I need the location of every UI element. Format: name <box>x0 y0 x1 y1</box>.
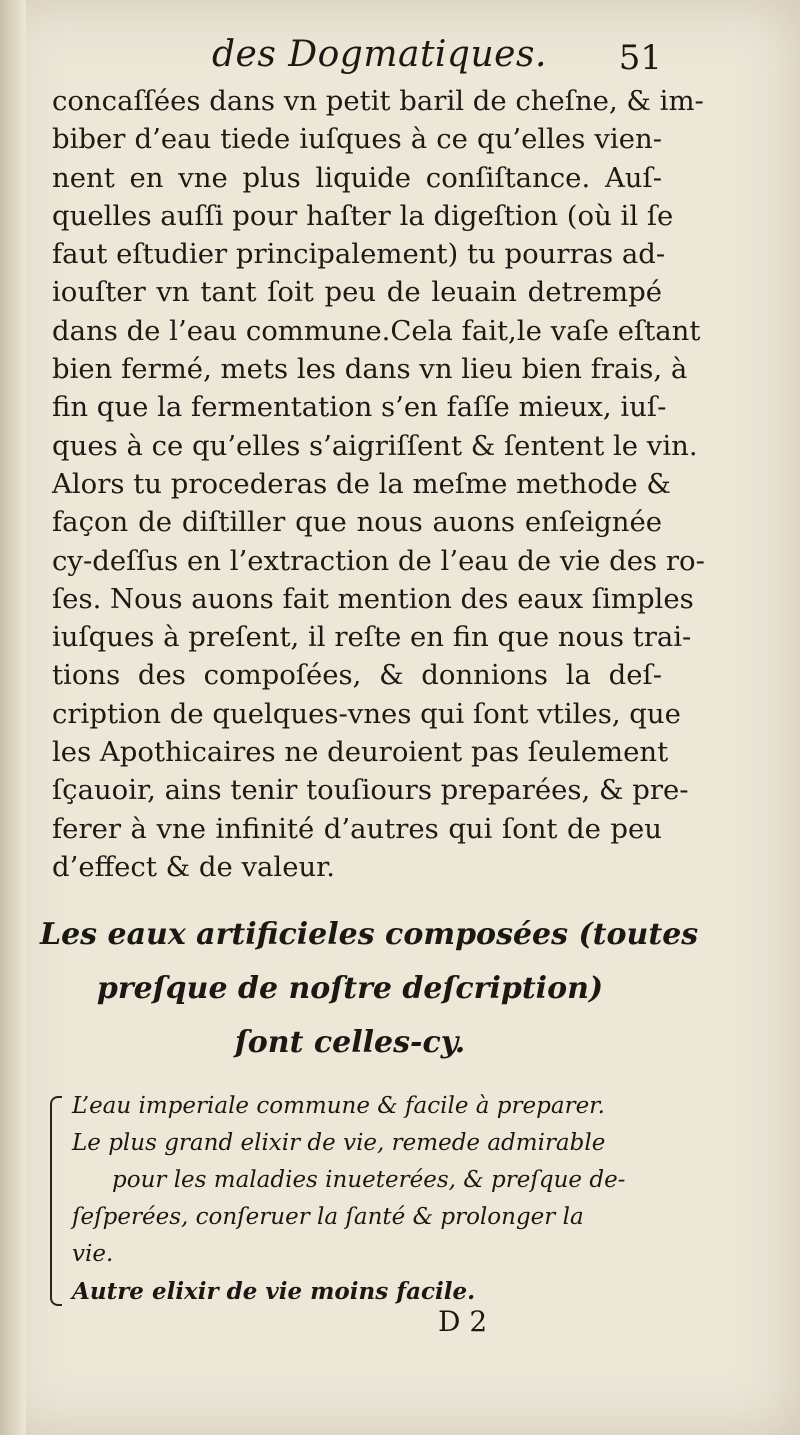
body-line: cy-deſſus en l’extraction de l’eau de vie des ro- <box>52 544 705 577</box>
contents-list <box>50 1088 680 1308</box>
body-line: façon de diſtiller que nous auons enſeignée <box>52 506 662 539</box>
body-line: ſçauoir, ains tenir touſiours preparées, & pre- <box>52 774 689 807</box>
list-item <box>72 1088 677 1125</box>
list-item <box>72 1125 677 1273</box>
body-line: fin que la fermentation s’en faſſe mieux, iuſ- <box>52 391 667 424</box>
body-line: tions des compoſées, & donnions la deſ- <box>52 659 662 692</box>
section-heading <box>40 908 699 1070</box>
list-item-line: Autre elixir de vie moins facile. <box>72 1278 476 1305</box>
body-line: iuſques à preſent, il reſte en fin que nous trai- <box>52 621 692 654</box>
body-line: biber d’eau tiede iuſques à ce qu’elles vien- <box>52 123 662 156</box>
heading-line: preſque de noſtre deſcription) <box>96 971 604 1006</box>
list-item-line: ſeſperées, conſeruer la ſanté & prolonger la <box>72 1204 584 1230</box>
body-paragraph <box>52 82 705 886</box>
list-item-line: vie. <box>72 1241 114 1267</box>
brace-bracket <box>50 1096 62 1306</box>
page-gutter-shadow <box>0 0 26 1435</box>
body-line: cription de quelques-vnes qui ſont vtiles, que <box>52 697 681 730</box>
list-item-line: pour les maladies inueterées, & preſque de- <box>112 1167 626 1193</box>
running-head: des Dogmatiques. <box>212 34 547 75</box>
body-line: ques à ce qu’elles s’aigriſſent & ſentent le vin. <box>52 429 698 462</box>
body-line: bien fermé, mets les dans vn lieu bien frais, à <box>52 353 688 386</box>
page-number: 51 <box>618 38 662 78</box>
body-line: Alors tu procederas de la meſme methode & <box>52 467 671 500</box>
list-item <box>72 1273 677 1310</box>
body-line: nent en vne plus liquide conſiſtance. Auſ- <box>52 161 662 194</box>
body-line: les Apothicaires ne deuroient pas ſeulement <box>52 736 669 769</box>
contents-items <box>72 1088 677 1310</box>
body-line: faut eſtudier principalement) tu pourras ad- <box>52 238 666 271</box>
body-line: ferer à vne infinité d’autres qui ſont de peu <box>52 812 662 845</box>
body-line: quelles auſſi pour haſter la digeſtion (où il ſe <box>52 199 674 232</box>
list-item-line: Le plus grand elixir de vie, remede admirable <box>72 1130 606 1156</box>
heading-line: ſont celles-cy. <box>234 1025 466 1060</box>
page-header <box>52 32 662 82</box>
body-line: dans de l’eau commune.Cela fait,le vaſe eſtant <box>52 314 701 347</box>
body-line: concaſſées dans vn petit baril de cheſne, & im- <box>52 85 704 117</box>
body-line: d’effect & de valeur. <box>52 850 336 883</box>
list-item-line: L’eau imperiale commune & facile à preparer. <box>72 1093 605 1119</box>
heading-line: Les eaux artificieles composées (toutes <box>40 917 699 952</box>
body-line: iouſter vn tant ſoit peu de leuain detrempé <box>52 276 662 309</box>
body-line: ſes. Nous auons fait mention des eaux ſimples <box>52 582 694 615</box>
signature-mark: D 2 <box>438 1305 488 1338</box>
